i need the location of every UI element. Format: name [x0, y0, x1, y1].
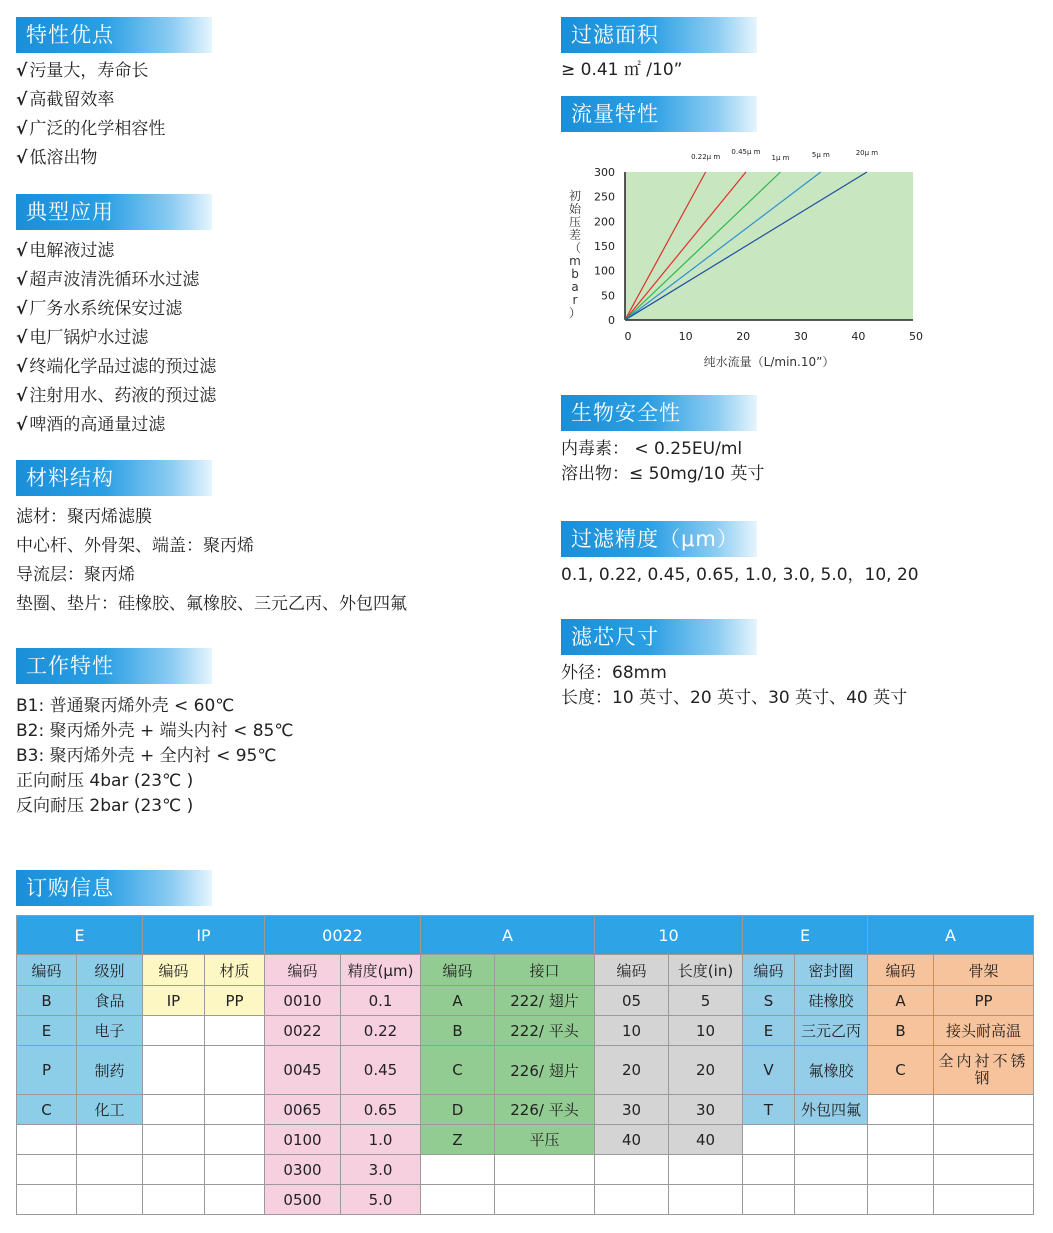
order-cell: [421, 1155, 495, 1185]
check-icon: √: [16, 357, 28, 377]
order-cell: 10: [669, 1016, 743, 1046]
check-icon: √: [16, 148, 28, 168]
order-column-header: 编码: [421, 955, 495, 986]
check-icon: √: [16, 328, 28, 348]
features-title: 特性优点: [16, 17, 212, 53]
x-tick-label: 30: [793, 330, 808, 343]
order-cell: E: [743, 1016, 795, 1046]
order-cell: 0.45: [341, 1046, 421, 1095]
order-group-header: A: [868, 916, 1034, 955]
order-cell: [205, 1095, 265, 1125]
order-cell: 3.0: [341, 1155, 421, 1185]
order-column-header: 接口: [495, 955, 595, 986]
list-item: [561, 462, 764, 487]
list-item: [16, 324, 216, 353]
order-cell: 平压: [495, 1125, 595, 1155]
order-cell: [934, 1095, 1034, 1125]
list-item: [16, 266, 216, 295]
list-item: [16, 719, 293, 744]
list-item-text: B1: 普通聚丙烯外壳 < 60℃: [16, 696, 235, 716]
order-cell: [205, 1185, 265, 1215]
order-cell: PP: [205, 986, 265, 1016]
order-cell: 40: [595, 1125, 669, 1155]
list-item-text: B2: 聚丙烯外壳 + 端头内衬 < 85℃: [16, 721, 294, 741]
precision-value: 0.1, 0.22, 0.45, 0.65, 1.0, 3.0, 5.0，10, 20: [561, 565, 919, 585]
order-cell: E: [17, 1016, 77, 1046]
order-cell: [77, 1125, 143, 1155]
order-column-header: 编码: [17, 955, 77, 986]
list-item: [561, 686, 907, 711]
x-tick-label: 0: [624, 330, 632, 343]
order-cell: [743, 1155, 795, 1185]
order-cell: 5.0: [341, 1185, 421, 1215]
order-column-header: 精度(μm): [341, 955, 421, 986]
order-cell: B: [421, 1016, 495, 1046]
order-cell: 0.22: [341, 1016, 421, 1046]
list-item: [16, 794, 293, 819]
order-cell: B: [17, 986, 77, 1016]
order-group-header: 10: [595, 916, 743, 955]
order-cell: [595, 1155, 669, 1185]
size-list: [561, 661, 907, 711]
list-item-text: 注射用水、药液的预过滤: [29, 386, 217, 406]
order-cell: [495, 1155, 595, 1185]
order-cell: [17, 1155, 77, 1185]
order-cell: [795, 1185, 868, 1215]
list-item-text: 厂务水系统保安过滤: [29, 299, 183, 319]
order-cell: 40: [669, 1125, 743, 1155]
order-column-header: 编码: [868, 955, 934, 986]
order-group-header: IP: [143, 916, 265, 955]
order-cell: 0100: [265, 1125, 341, 1155]
order-cell: [743, 1125, 795, 1155]
order-cell: [795, 1125, 868, 1155]
check-icon: √: [16, 270, 28, 290]
order-table: [16, 915, 1034, 1215]
filter-area-value-wrap: [561, 56, 682, 85]
series-label: 5μ m: [811, 151, 830, 159]
order-cell: [143, 1185, 205, 1215]
order-column-header: 编码: [743, 955, 795, 986]
list-item-text: 外径：68mm: [561, 663, 667, 683]
x-tick-label: 40: [851, 330, 866, 343]
order-group-header: 0022: [265, 916, 421, 955]
flow-chart: [560, 142, 940, 382]
list-item-text: B3: 聚丙烯外壳 + 全内衬 < 95℃: [16, 746, 277, 766]
order-group-header: A: [421, 916, 595, 955]
list-item: [16, 295, 216, 324]
order-cell: C: [868, 1046, 934, 1095]
flow-title: 流量特性: [561, 96, 757, 132]
list-item-text: 高截留效率: [29, 90, 115, 110]
order-cell: [17, 1125, 77, 1155]
check-icon: √: [16, 299, 28, 319]
x-tick-label: 50: [909, 330, 923, 343]
y-tick-label: 150: [594, 240, 615, 253]
order-cell: B: [868, 1016, 934, 1046]
series-label: 20μ m: [855, 149, 879, 157]
check-icon: √: [16, 119, 28, 139]
order-title: 订购信息: [16, 870, 212, 906]
list-item-text: 电解液过滤: [29, 241, 115, 261]
order-cell: [143, 1125, 205, 1155]
order-cell: 20: [595, 1046, 669, 1095]
order-cell: 三元乙丙: [795, 1016, 868, 1046]
bio-title: 生物安全性: [561, 395, 757, 431]
list-item: [561, 661, 907, 686]
list-item: [16, 694, 293, 719]
order-cell: [934, 1125, 1034, 1155]
order-cell: [868, 1155, 934, 1185]
order-cell: 0045: [265, 1046, 341, 1095]
order-cell: [934, 1185, 1034, 1215]
order-cell: 0010: [265, 986, 341, 1016]
series-label: 0.22μ m: [691, 153, 721, 161]
order-cell: 5: [669, 986, 743, 1016]
list-item-text: 低溶出物: [29, 148, 98, 168]
list-item: [16, 503, 407, 532]
order-cell: [205, 1046, 265, 1095]
list-item-text: 垫圈、垫片：硅橡胶、氟橡胶、三元乙丙、外包四氟: [16, 594, 407, 614]
list-item-text: 长度：10 英寸、20 英寸、30 英寸、40 英寸: [561, 688, 908, 708]
list-item: [16, 744, 293, 769]
precision-value-wrap: [561, 561, 919, 590]
order-cell: [669, 1155, 743, 1185]
order-cell: [205, 1155, 265, 1185]
order-cell: V: [743, 1046, 795, 1095]
order-column-header: 编码: [143, 955, 205, 986]
order-cell: 制药: [77, 1046, 143, 1095]
order-cell: 30: [595, 1095, 669, 1125]
order-cell: 222/ 平头: [495, 1016, 595, 1046]
order-cell: 0.1: [341, 986, 421, 1016]
order-cell: [143, 1095, 205, 1125]
working-title: 工作特性: [16, 648, 212, 684]
order-cell: [595, 1185, 669, 1215]
series-label: 1μ m: [771, 154, 790, 162]
order-cell: 化工: [77, 1095, 143, 1125]
applications-list: [16, 237, 216, 440]
order-cell: 226/ 平头: [495, 1095, 595, 1125]
order-cell: 0300: [265, 1155, 341, 1185]
x-axis-label: 纯水流量（L/min.10”）: [703, 355, 835, 369]
list-item: [16, 382, 216, 411]
order-cell: [77, 1185, 143, 1215]
order-cell: 外包四氟: [795, 1095, 868, 1125]
order-cell: 硅橡胶: [795, 986, 868, 1016]
order-column-header: 材质: [205, 955, 265, 986]
list-item: [16, 86, 165, 115]
order-column-header: 密封圈: [795, 955, 868, 986]
series-label: 0.45μ m: [731, 148, 761, 156]
order-cell: 0065: [265, 1095, 341, 1125]
list-item-text: 电厂锅炉水过滤: [29, 328, 149, 348]
order-cell: [795, 1155, 868, 1185]
precision-title: 过滤精度（μm）: [561, 521, 757, 557]
y-tick-label: 100: [594, 264, 615, 278]
order-column-header: 长度(in): [669, 955, 743, 986]
x-tick-label: 20: [736, 330, 751, 343]
list-item: [561, 437, 764, 462]
order-cell: 全内衬不锈钢: [934, 1046, 1034, 1095]
order-cell: PP: [934, 986, 1034, 1016]
list-item-text: 滤材：聚丙烯滤膜: [16, 507, 152, 527]
list-item-text: 中心杆、外骨架、端盖：聚丙烯: [16, 536, 254, 556]
order-cell: [868, 1125, 934, 1155]
features-list: [16, 57, 165, 173]
list-item-text: 广泛的化学相容性: [29, 119, 166, 139]
order-column-header: 骨架: [934, 955, 1034, 986]
list-item: [16, 237, 216, 266]
order-cell: 30: [669, 1095, 743, 1125]
list-item: [16, 532, 407, 561]
list-item: [16, 561, 407, 590]
list-item-text: 正向耐压 4bar (23℃ ): [16, 771, 194, 791]
order-cell: [743, 1185, 795, 1215]
order-cell: T: [743, 1095, 795, 1125]
materials-title: 材料结构: [16, 460, 212, 496]
filter-area-title: 过滤面积: [561, 17, 757, 53]
order-cell: C: [421, 1046, 495, 1095]
applications-title: 典型应用: [16, 194, 212, 230]
list-item-text: 反向耐压 2bar (23℃ ): [16, 796, 194, 816]
check-icon: √: [16, 61, 28, 81]
order-cell: A: [421, 986, 495, 1016]
order-cell: [17, 1185, 77, 1215]
y-tick-label: 50: [601, 289, 615, 303]
order-cell: [421, 1185, 495, 1215]
plot-area: [625, 172, 913, 320]
order-group-header: E: [743, 916, 868, 955]
order-cell: [205, 1016, 265, 1046]
list-item: [16, 590, 407, 619]
x-tick-label: 10: [678, 330, 693, 343]
order-cell: [495, 1185, 595, 1215]
filter-area-value: ≥ 0.41 ㎡ /10”: [561, 60, 683, 80]
list-item-text: 污量大，寿命长: [29, 61, 149, 81]
check-icon: √: [16, 241, 28, 261]
check-icon: √: [16, 90, 28, 110]
check-icon: √: [16, 386, 28, 406]
y-axis-label: 初始压差（ m b a r ）: [568, 189, 582, 320]
list-item: [16, 769, 293, 794]
order-cell: 222/ 翅片: [495, 986, 595, 1016]
order-cell: 食品: [77, 986, 143, 1016]
list-item-text: 超声波清洗循环水过滤: [29, 270, 200, 290]
list-item: [16, 57, 165, 86]
order-cell: [143, 1155, 205, 1185]
list-item-text: 导流层：聚丙烯: [16, 565, 135, 585]
check-icon: √: [16, 415, 28, 435]
order-cell: [77, 1155, 143, 1185]
order-cell: [143, 1046, 205, 1095]
order-cell: 接头耐高温: [934, 1016, 1034, 1046]
y-tick-label: 300: [594, 166, 615, 179]
list-item: [16, 411, 216, 440]
list-item: [16, 144, 165, 173]
order-cell: P: [17, 1046, 77, 1095]
working-list: [16, 694, 293, 819]
y-tick-label: 250: [594, 190, 615, 204]
order-cell: A: [868, 986, 934, 1016]
y-tick-label: 200: [594, 215, 615, 229]
list-item: [16, 353, 216, 382]
order-cell: S: [743, 986, 795, 1016]
list-item-text: 内毒素： < 0.25EU/ml: [561, 439, 743, 459]
order-cell: D: [421, 1095, 495, 1125]
order-column-header: 级别: [77, 955, 143, 986]
order-group-header: E: [17, 916, 143, 955]
order-cell: 1.0: [341, 1125, 421, 1155]
order-cell: 05: [595, 986, 669, 1016]
order-cell: 20: [669, 1046, 743, 1095]
order-cell: [868, 1095, 934, 1125]
order-cell: 0.65: [341, 1095, 421, 1125]
order-cell: [868, 1185, 934, 1215]
order-cell: [205, 1125, 265, 1155]
order-cell: 氟橡胶: [795, 1046, 868, 1095]
order-cell: 10: [595, 1016, 669, 1046]
bio-list: [561, 437, 764, 487]
order-column-header: 编码: [595, 955, 669, 986]
list-item-text: 终端化学品过滤的预过滤: [29, 357, 217, 377]
order-cell: [143, 1016, 205, 1046]
order-cell: [669, 1185, 743, 1215]
order-cell: 0022: [265, 1016, 341, 1046]
materials-list: [16, 503, 407, 619]
order-cell: Z: [421, 1125, 495, 1155]
order-cell: IP: [143, 986, 205, 1016]
list-item-text: 溶出物：≤ 50mg/10 英寸: [561, 464, 765, 484]
order-column-header: 编码: [265, 955, 341, 986]
y-tick-label: 0: [608, 314, 615, 327]
size-title: 滤芯尺寸: [561, 619, 757, 655]
list-item-text: 啤酒的高通量过滤: [29, 415, 166, 435]
order-cell: 0500: [265, 1185, 341, 1215]
order-cell: 226/ 翅片: [495, 1046, 595, 1095]
order-cell: [934, 1155, 1034, 1185]
order-cell: C: [17, 1095, 77, 1125]
order-cell: 电子: [77, 1016, 143, 1046]
list-item: [16, 115, 165, 144]
